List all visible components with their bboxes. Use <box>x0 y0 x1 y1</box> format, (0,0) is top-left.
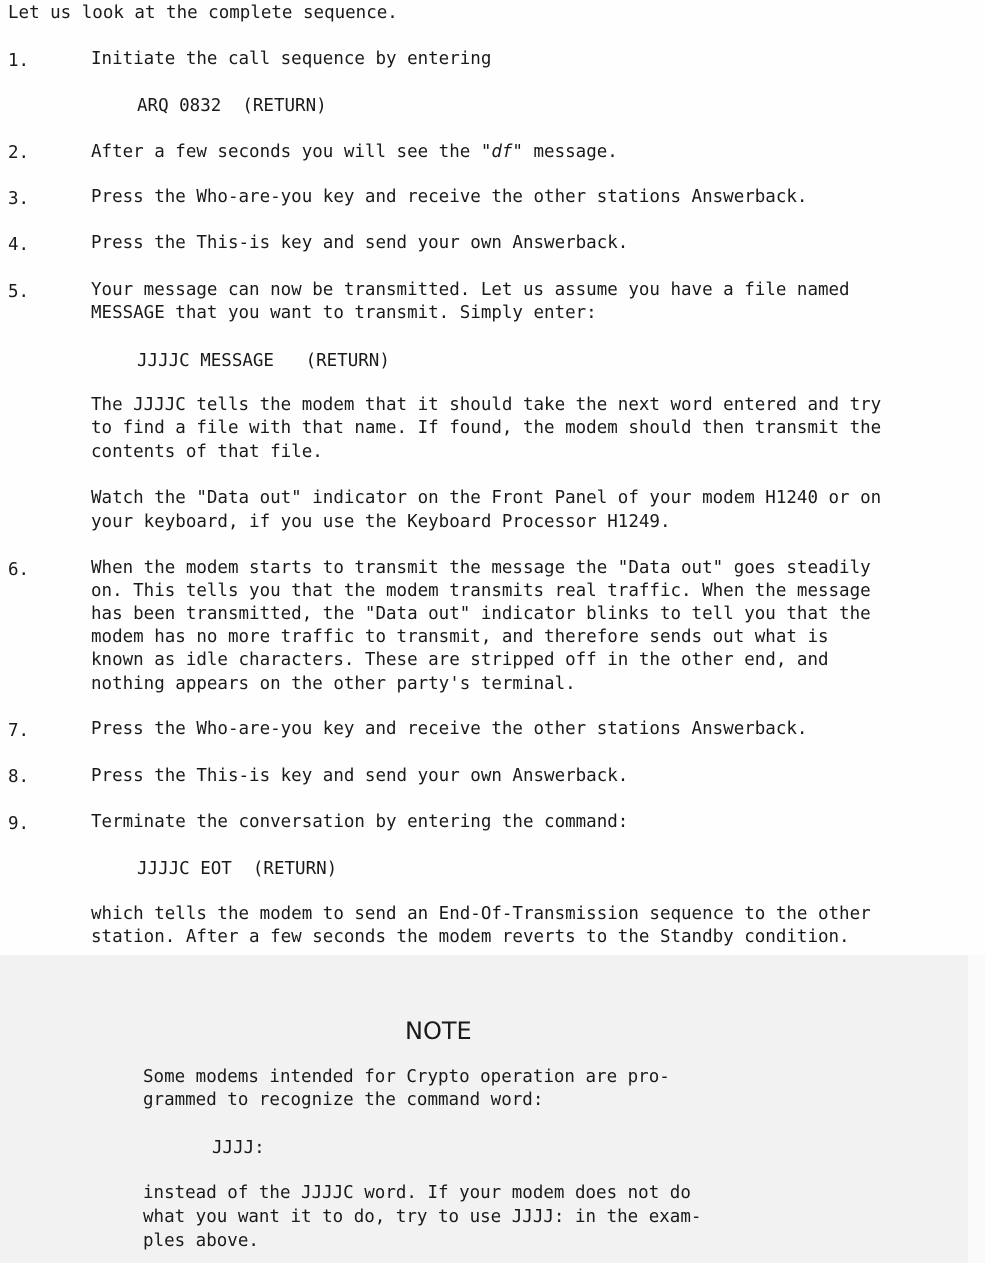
step-text: modem has no more traffic to transmit, and therefore sends out what is <box>91 627 829 647</box>
step-text: When the modem starts to transmit the message the "Data out" goes steadily <box>91 558 871 578</box>
step-text: has been transmitted, the "Data out" indicator blinks to tell you that the <box>91 604 871 624</box>
step-text: Press the Who-are-you key and receive the other stations Answerback. <box>91 187 808 207</box>
note-line: what you want it to do, try to use JJJJ: in the exam- <box>143 1207 702 1227</box>
step-text: Press the This-is key and send your own Answerback. <box>91 766 629 786</box>
step-text: Terminate the conversation by entering the command: <box>91 812 629 832</box>
step-text: known as idle characters. These are stripped off in the other end, and <box>91 650 829 670</box>
step-text: Press the Who-are-you key and receive the other stations Answerback. <box>91 719 808 739</box>
command-line: JJJJC MESSAGE (RETURN) <box>137 351 390 371</box>
step-text: Initiate the call sequence by entering <box>91 49 492 69</box>
step-number: 5. <box>8 282 30 302</box>
note-command: JJJJ: <box>212 1138 265 1158</box>
paragraph-line: station. After a few seconds the modem reverts to the Standby condition. <box>91 927 850 947</box>
note-title: NOTE <box>405 1017 472 1045</box>
step-number: 9. <box>8 814 30 834</box>
step-number: 3. <box>8 189 30 209</box>
note-line: ples above. <box>143 1231 259 1251</box>
step-text: Your message can now be transmitted. Let us assume you have a file named <box>91 280 850 300</box>
paragraph-line: contents of that file. <box>91 442 323 462</box>
command-line: JJJJC EOT (RETURN) <box>137 859 338 879</box>
df-message-emph: "df" <box>480 142 523 162</box>
step-text: on. This tells you that the modem transmits real traffic. When the message <box>91 581 871 601</box>
paragraph-line: to find a file with that name. If found, the modem should then transmit the <box>91 418 882 438</box>
step-text: Press the This-is key and send your own Answerback. <box>91 233 629 253</box>
note-box-edge <box>968 955 985 1263</box>
step-number: 8. <box>8 767 30 787</box>
step-text-part: After a few seconds you will see the <box>91 142 481 162</box>
paragraph-line: which tells the modem to send an End-Of-Transmission sequence to the other <box>91 904 871 924</box>
paragraph-line: The JJJJC tells the modem that it should take the next word entered and try <box>91 395 882 415</box>
note-line: Some modems intended for Crypto operation are pro- <box>143 1067 670 1087</box>
step-text <box>91 141 618 164</box>
step-number: 4. <box>8 235 30 255</box>
step-number: 2. <box>8 143 30 163</box>
step-text-part: message. <box>522 142 618 162</box>
intro-text: Let us look at the complete sequence. <box>8 3 398 23</box>
step-text: nothing appears on the other party's terminal. <box>91 674 576 694</box>
note-line: grammed to recognize the command word: <box>143 1090 544 1110</box>
step-number: 1. <box>8 51 30 71</box>
note-line: instead of the JJJJC word. If your modem does not do <box>143 1183 691 1203</box>
step-text: MESSAGE that you want to transmit. Simply enter: <box>91 303 597 323</box>
step-number: 6. <box>8 560 30 580</box>
step-number: 7. <box>8 721 30 741</box>
paragraph-line: Watch the "Data out" indicator on the Front Panel of your modem H1240 or on <box>91 488 882 508</box>
paragraph-line: your keyboard, if you use the Keyboard Processor H1249. <box>91 512 671 532</box>
command-line: ARQ 0832 (RETURN) <box>137 96 327 116</box>
